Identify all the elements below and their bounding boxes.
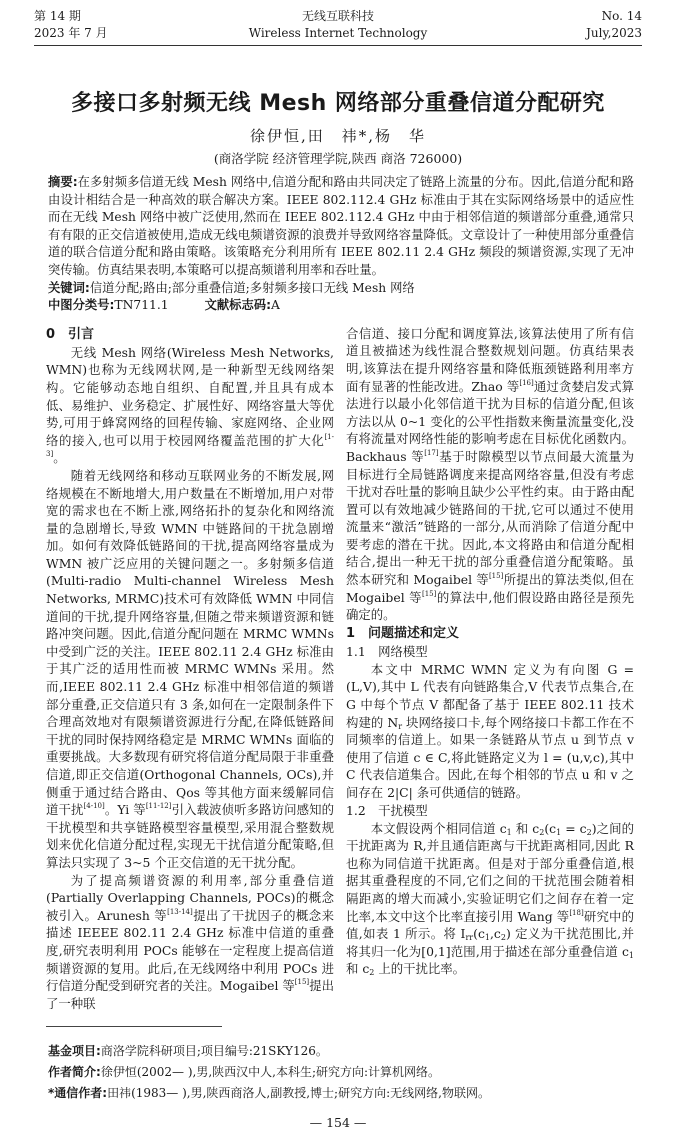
citation: [15] — [421, 589, 437, 598]
authors: 徐伊恒,田 祎*,杨 华 — [249, 127, 427, 145]
subscript: 1 — [506, 827, 512, 837]
author-note — [48, 1062, 642, 1083]
journal-name-cn: 无线互联科技 — [301, 9, 374, 23]
affiliation: (商洛学院 经济管理学院,陕西 商洛 726000) — [213, 151, 463, 166]
header-left — [34, 8, 108, 42]
running-header — [34, 6, 642, 46]
citation: [15] — [488, 572, 504, 581]
body-paragraph: 随着无线网络和移动互联网业务的不断发展,网络规模在不断地增大,用户数量在不断增加,用户对带宽的需求也在不断上涨,网络拓扑的复杂化和网络流量的急剧增长,导致 WMN 中链路间的干扰急剧增加。如何有效降低链路间的干扰,提高网络容量成为 WMN 被广泛应用的关键问题之一。多射频多信道(Multi-radio Multi-channel Wireless Mesh Networks, MRMC)技术可有效降低 WMN 中同信道间的干扰,提升网络容量,但随之带来频谱资源和链路冲突问题。因此,信道分配问题在 MRMC WMNs 中受到广泛的关注。IEEE 802.11 2.4 GHz 标准由于其广泛的适用性而被 MRMC WMNs 采用。然而,IEEE 802.11 2.4 GHz 标准中相邻信道的频谱部分重叠,正交信道只有 3 条,如何在一定限制条件下合理高效地对有限频谱资源进行分配,在降低链路间干扰的同时保持网络稳定是 MRMC WMNs 面临的重要挑战。大多数现有研究将信道分配局限于非重叠信道,即正交信道(Orthogonal Channels, OCs),并侧重于通过结合路由、Qos 等其他方面来缓解同信道干扰[4-10]。Yi 等[11-12]引入载波侦听多路访问感知的干扰模型和共享链路模型容量模型,采用混合整数规划来优化信道分配过程,实现无干扰信道分配策略,但算法只实现了 3~5 个正交信道的无干扰分配。 — [46, 467, 334, 870]
body-paragraph: 合信道、接口分配和调度算法,该算法使用了所有信道且被描述为线性混合整数规划问题。仿真结果表明,该算法在提升网络容量和降低瓶颈链路利用率方面有显著的性能改进。Zhao 等[16]通过贪婪启发式算法进行以最小化邻信道干扰为目标的信道分配,但该方法以从 0~1 变化的公平性指数来衡量流量变化,没有将流量对网络性能的影响考虑在目标优化函数内。Backhaus 等[17]基于时隙模型以节点间最大流量为目标进行全局链路调度来提高网络容量,但没有考虑干扰对吞吐量的影响且缺少公平性约束。由于路由配置可以有效地减少链路间的干扰,它可以通过不使用流量来“激活”链路的一部分,从而消除了信道分配中要考虑的潜在干扰。因此,本文将路由和信道分配相结合,提出一种无干扰的部分重叠信道分配策略。虽然本研究和 Mogaibel 等[15]所提出的算法类似,但在 Mogaibel 等[15]的算法中,他们假设路由路径是预先确定的。 — [346, 325, 635, 623]
subscript: 2 — [539, 827, 545, 837]
page-number: — 154 — — [309, 1115, 367, 1131]
keywords-text: 信道分配;路由;部分重叠信道;多射频多接口无线 Mesh 网络 — [89, 280, 415, 295]
footnotes — [48, 1041, 642, 1104]
subscript: 2 — [586, 827, 592, 837]
issue-en: No. 14 — [601, 9, 642, 23]
keywords — [48, 280, 634, 298]
subscript: 1 — [556, 827, 562, 837]
subscript: 2 — [500, 933, 506, 943]
subsection-heading: 1.1 网络模型 — [346, 643, 428, 659]
abstract — [48, 174, 634, 280]
journal-name-en: Wireless Internet Technology — [248, 26, 428, 40]
fund-text: 商洛学院科研项目;项目编号:21SKY126。 — [100, 1044, 328, 1059]
corr-label: *通信作者: — [48, 1086, 108, 1101]
right-column — [346, 325, 634, 1013]
classification — [48, 297, 634, 315]
doc-code-value: A — [270, 298, 280, 313]
citation: [17] — [424, 448, 439, 457]
subscript: r — [398, 721, 403, 731]
citation: [4-10] — [83, 802, 105, 811]
footnote-divider — [46, 1026, 222, 1027]
clc-label: 中图分类号: — [48, 298, 115, 313]
clc-value: TN711.1 — [114, 298, 169, 313]
body-paragraph: 本文中 MRMC WMN 定义为有向图 G = (L,V),其中 L 代表有向链路集合,V 代表节点集合,在 G 中每个节点 V 都配备了基于 IEEE 802.11 技术构建的 $N_r$ 块网络接口卡,每个网络接口卡都工作在不同频率的信道上。如果一条链路从节点 u 到节点 v 使用了信道 c ∈ C,将此链路定义为 l = (u,v,c),其中 C 代表信道集合。因此,在每个相邻的节点 u 和 v 之间存在 2|C| 条可供通信的链路。 — [346, 661, 634, 800]
doc-code-label: 文献标志码: — [204, 298, 271, 313]
corr-text: 田祎(1983— ),男,陕西商洛人,副教授,博士;研究方向:无线网络,物联网。 — [107, 1086, 490, 1101]
citation: [13-14] — [167, 907, 193, 916]
fund-label: 基金项目: — [48, 1044, 101, 1059]
subscript: 1 — [484, 933, 490, 943]
citation: [18] — [569, 908, 584, 917]
header-right — [586, 8, 642, 42]
section-heading: 1 问题描述和定义 — [346, 625, 460, 641]
citation: [16] — [519, 378, 534, 387]
section-heading: 0 引言 — [46, 326, 95, 342]
date-en: July,2023 — [586, 26, 642, 40]
date-cn: 2023 年 7 月 — [34, 26, 108, 40]
paper-title: 多接口多射频无线 Mesh 网络部分重叠信道分配研究 — [71, 91, 605, 116]
citation: [11-12] — [145, 802, 172, 811]
body-paragraph: 无线 Mesh 网络(Wireless Mesh Networks, WMN)也称为无线网状网,是一种新型无线网络架构。它能够动态地自组织、自配置,并且具有成本低、易维护、业务稳定、扩展性好、网络容量大等优势,可用于蜂窝网络的回程传输、家庭网络、企业网络的接入,也可以用于校园网络覆盖范围的扩大化[1-3]。 — [46, 344, 334, 466]
citation: [1-3] — [46, 432, 334, 459]
keywords-label: 关键词: — [48, 280, 90, 295]
abstract-label: 摘要: — [48, 175, 78, 189]
body-paragraph: 为了提高频谱资源的利用率,部分重叠信道(Partially Overlapping Channels, POCs)的概念被引入。Arunesh 等[13-14]提出了干扰因子的概念来描述 IEEEE 802.11 2.4 GHz 标准中信道的重叠度,研究表明利用 POCs 能够在一定程度上提高信道频谱资源的复用。此后,在无线网络中利用 POCs 进行信道分配受到研究者的关注。Mogaibel 等[15]提出了一种联 — [46, 872, 334, 1011]
issue-cn: 第 14 期 — [34, 9, 81, 23]
citation: [15] — [294, 978, 310, 987]
subsection-heading: 1.2 干扰模型 — [346, 802, 428, 818]
header-center — [214, 8, 462, 42]
subscript: 2 — [369, 968, 375, 978]
author-label: 作者简介: — [48, 1065, 101, 1080]
fund-note — [48, 1041, 642, 1062]
author-text: 徐伊恒(2002— ),男,陕西汉中人,本科生;研究方向:计算机网络。 — [100, 1065, 441, 1080]
abstract-text: 在多射频多信道无线 Mesh 网络中,信道分配和路由共同决定了链路上流量的分布。因此,信道分配和路由设计相结合是一种高效的联合解决方案。IEEE 802.112.4 GHz 标准由于其在实际网络场景中的适应性而在无线 Mesh 网络中被广泛使用,然而在 IEEE 802.112.4 GHz 中由于相邻信道的频谱部分重叠,通常只有有限的正交信道被使用,造成无线电频谱资源的浪费并导致网络容量降低。文章设计了一种使用部分重叠信道的联合信道分配和路由策略。该策略充分利用所有 IEEE 802.11 2.4 GHz 频段的频谱资源,实现了无冲突传输。仿真结果表明,本策略可以提高频谱利用率和吞吐量。 — [48, 175, 634, 277]
corresponding-note — [48, 1083, 642, 1104]
body-columns — [34, 325, 642, 1013]
body-paragraph: 本文假设两个相同信道 $c_1$ 和 $c_2(c_1 = c_2)$之间的干扰距离为 R,并且通信距离与干扰距离相同,因此 R 也称为同信道干扰距离。但是对于部分重叠信道,根据其重叠程度的不同,它们之间的干扰范围会随着相隔距离的增大而减小,实验证明它们之间存在着一定比率,本文中这个比率直接引用 Wang 等[18]研究中的值,如表 1 所示。将 $I_{rr}(c_1,c_2)$ 定义为干扰范围比,并将其归一化为[0,1]范围,用于描述在部分重叠信道 $c_1$ 和 $c_2$ 上的干扰比率。 — [346, 820, 634, 978]
abstract-block — [48, 174, 634, 315]
subscript: 1 — [628, 950, 634, 960]
left-column — [46, 325, 334, 1013]
subscript: rr — [465, 933, 474, 943]
